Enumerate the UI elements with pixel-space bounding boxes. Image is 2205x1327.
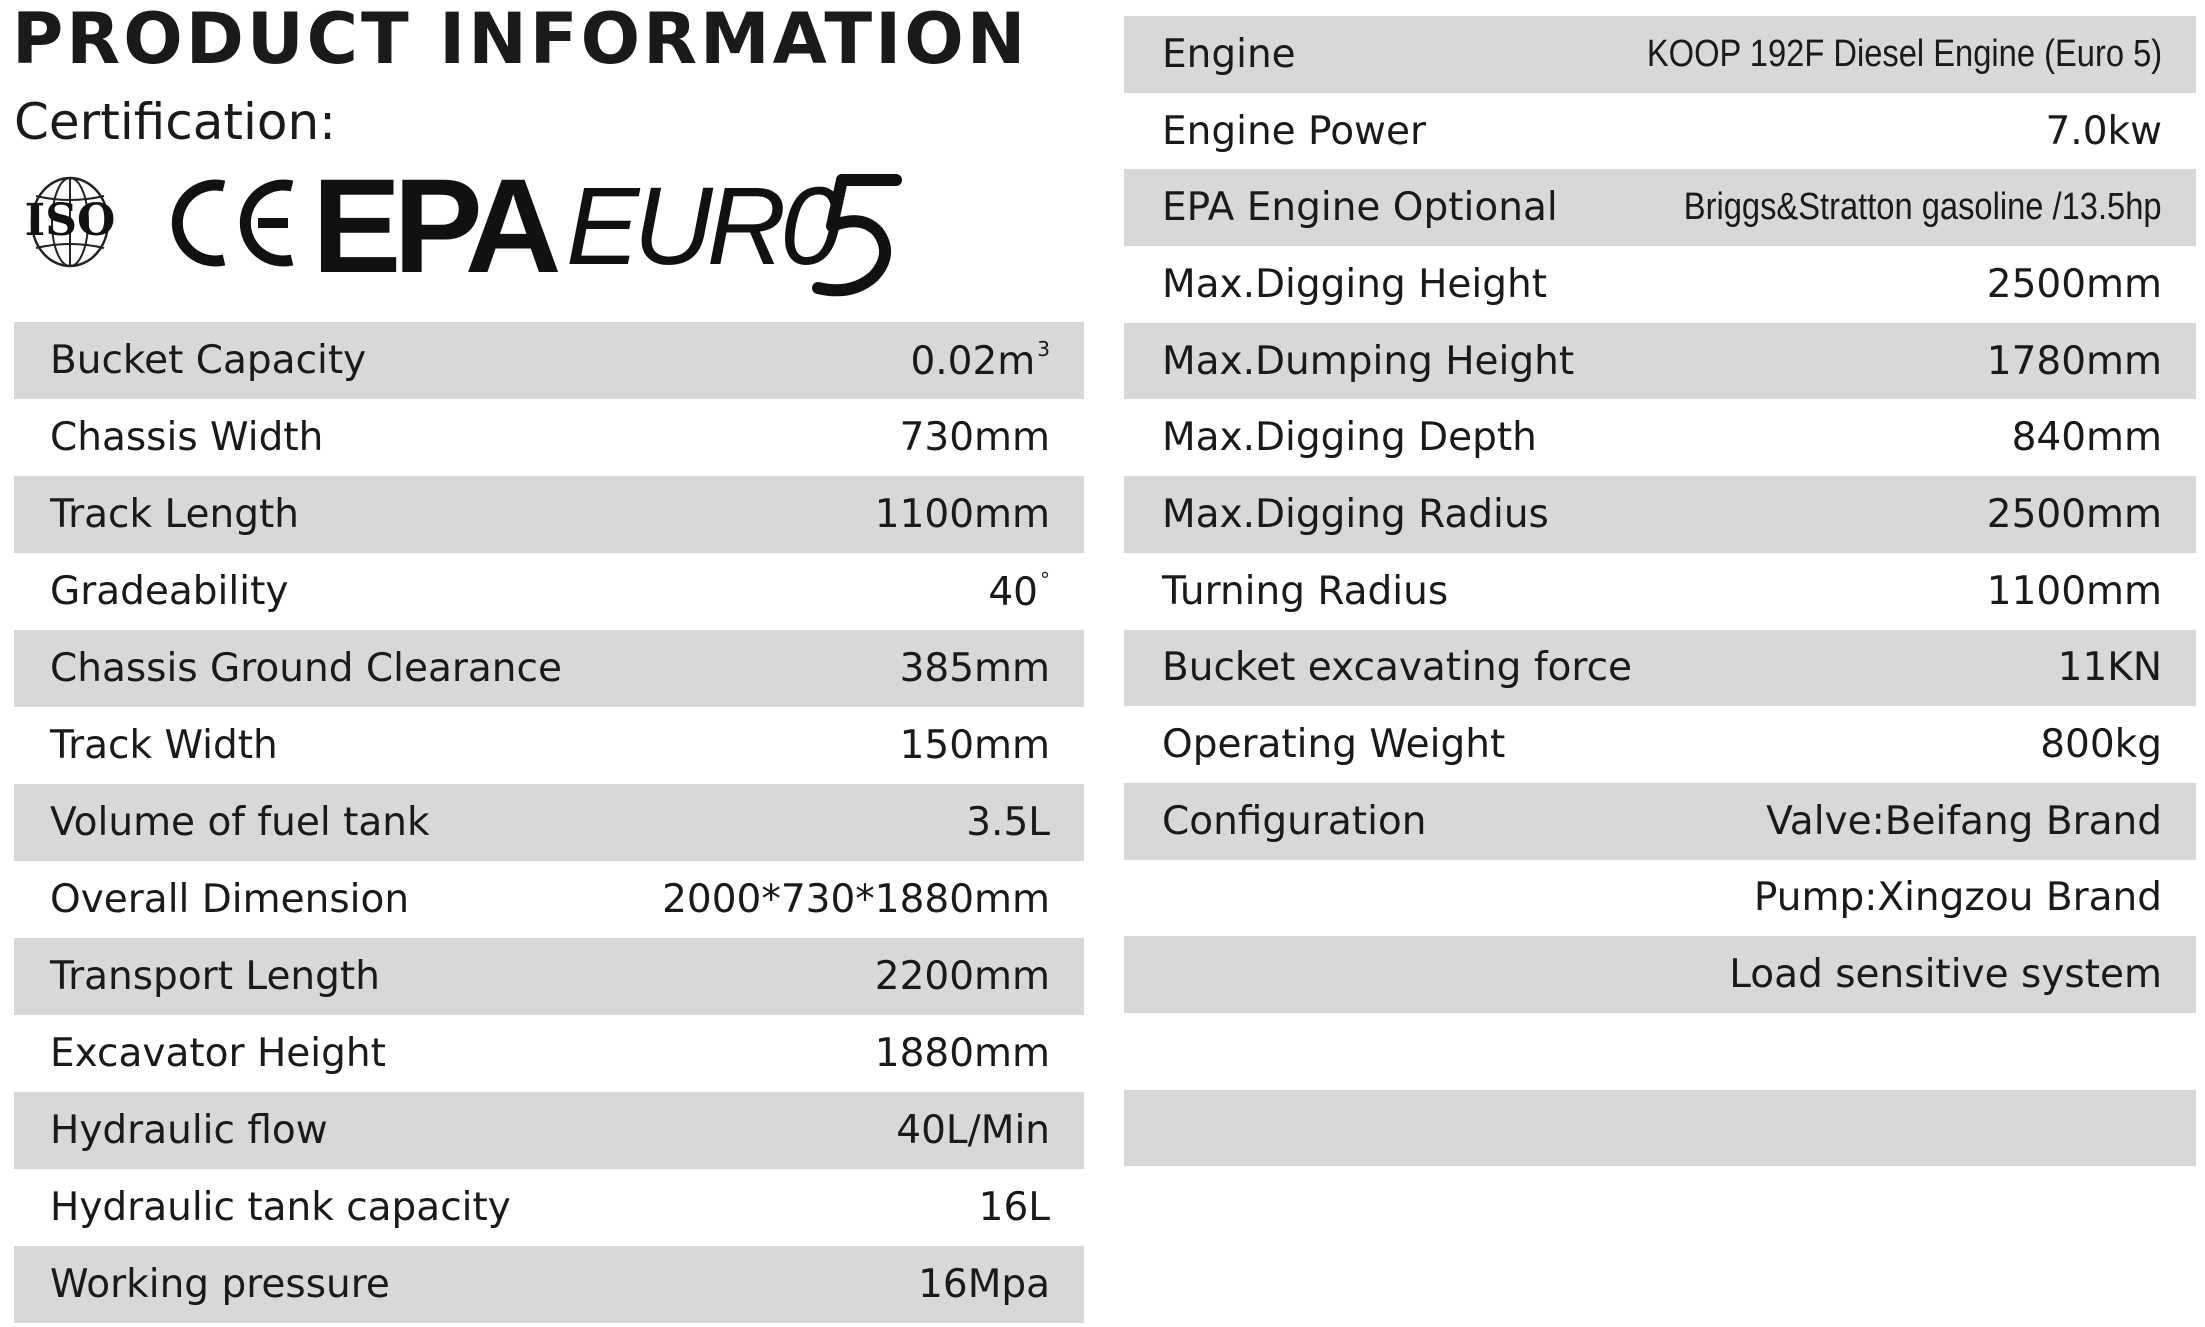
spec-row: [14, 784, 1084, 861]
spec-row: [14, 1169, 1084, 1246]
spec-value: KOOP 192F Diesel Engine (Euro 5): [1646, 32, 2162, 75]
spec-label: Hydraulic flow: [50, 1108, 328, 1153]
spec-row: [14, 707, 1084, 784]
spec-label: Track Length: [50, 492, 299, 537]
spec-row: [1124, 399, 2196, 476]
spec-value: Briggs&Stratton gasoline /13.5hp: [1684, 186, 2162, 229]
spec-value: 2500mm: [1986, 491, 2162, 537]
spec-row: [1124, 476, 2196, 553]
spec-value: 7.0kw: [2045, 108, 2162, 154]
spec-value: 40 °: [988, 568, 1050, 615]
spec-label: Turning Radius: [1162, 568, 1449, 614]
spec-value: Valve:Beifang Brand: [1766, 798, 2162, 844]
spec-row: [1124, 553, 2196, 630]
spec-value: 800kg: [2040, 722, 2162, 768]
spec-row: [1124, 323, 2196, 400]
spec-row: [14, 938, 1084, 1015]
spec-value: 1100mm: [874, 492, 1050, 537]
spec-value: 385mm: [899, 646, 1050, 691]
spec-label: Volume of fuel tank: [50, 800, 430, 845]
page-title: PRODUCT INFORMATION: [12, 0, 1029, 80]
iso-logo: [12, 174, 128, 270]
ce-mark-icon: [162, 178, 302, 268]
spec-row: [14, 1092, 1084, 1169]
spec-label: Operating Weight: [1162, 722, 1506, 768]
spec-value: 2000*730*1880mm: [662, 877, 1050, 922]
certification-label: Certification:: [14, 93, 336, 151]
spec-label: Bucket Capacity: [50, 338, 367, 383]
spec-label: Max.Digging Depth: [1162, 415, 1537, 461]
spec-label: Bucket excavating force: [1162, 645, 1633, 691]
spec-row: [1124, 1090, 2196, 1167]
spec-value: 1780mm: [1986, 338, 2162, 384]
spec-table-right: [1124, 16, 2196, 1166]
spec-label: Chassis Ground Clearance: [50, 646, 562, 691]
spec-row: [14, 1015, 1084, 1092]
spec-value: 16L: [978, 1185, 1050, 1230]
spec-label: Engine: [1162, 31, 1296, 77]
spec-label: Max.Digging Radius: [1162, 491, 1549, 537]
spec-value: 840mm: [2011, 415, 2162, 461]
spec-row: [14, 399, 1084, 476]
spec-value: 40L/Min: [896, 1108, 1050, 1153]
spec-row: [1124, 630, 2196, 707]
spec-row: [1124, 1013, 2196, 1090]
spec-row: [1124, 169, 2196, 246]
spec-label: Max.Digging Height: [1162, 261, 1548, 307]
spec-table-left: [14, 322, 1084, 1323]
spec-label: Engine Power: [1162, 108, 1426, 154]
spec-value: 3.5L: [966, 800, 1050, 845]
spec-label: Transport Length: [50, 954, 380, 999]
spec-value: 11KN: [2057, 645, 2162, 691]
iso-logo-text: ISO: [24, 195, 116, 246]
spec-label: Overall Dimension: [50, 877, 410, 922]
spec-value: Load sensitive system: [1729, 952, 2162, 998]
spec-label: Excavator Height: [50, 1031, 386, 1076]
spec-label: EPA Engine Optional: [1162, 185, 1558, 231]
spec-label: Max.Dumping Height: [1162, 338, 1575, 384]
spec-row: [14, 630, 1084, 707]
spec-value: Pump:Xingzou Brand: [1753, 875, 2162, 921]
spec-value: 16Mpa: [918, 1262, 1050, 1307]
spec-row: [14, 476, 1084, 553]
spec-row: [14, 322, 1084, 399]
spec-value: 1100mm: [1986, 568, 2162, 614]
spec-label: Chassis Width: [50, 415, 324, 460]
spec-value: 1880mm: [874, 1031, 1050, 1076]
spec-row: [1124, 936, 2196, 1013]
epa-logo: EPA: [312, 152, 554, 301]
spec-row: [1124, 860, 2196, 937]
spec-row: [1124, 783, 2196, 860]
spec-value: 2500mm: [1986, 261, 2162, 307]
spec-label: Hydraulic tank capacity: [50, 1185, 511, 1230]
spec-row: [1124, 246, 2196, 323]
euro-logo-text: EUR0: [566, 165, 836, 288]
spec-label: Gradeability: [50, 569, 289, 614]
spec-value: 730mm: [899, 415, 1050, 460]
euro-5-logo: [812, 170, 902, 300]
spec-row: [14, 553, 1084, 630]
spec-label: Track Width: [50, 723, 278, 768]
spec-value: 2200mm: [874, 954, 1050, 999]
spec-row: [1124, 93, 2196, 170]
spec-row: [1124, 16, 2196, 93]
spec-label: Configuration: [1162, 798, 1427, 844]
spec-row: [14, 1246, 1084, 1323]
spec-row: [1124, 706, 2196, 783]
spec-row: [14, 861, 1084, 938]
spec-value: 150mm: [899, 723, 1050, 768]
certification-logos: [12, 152, 892, 310]
spec-label: Working pressure: [50, 1262, 390, 1307]
spec-value: 0.02m $^3$: [910, 337, 1050, 384]
